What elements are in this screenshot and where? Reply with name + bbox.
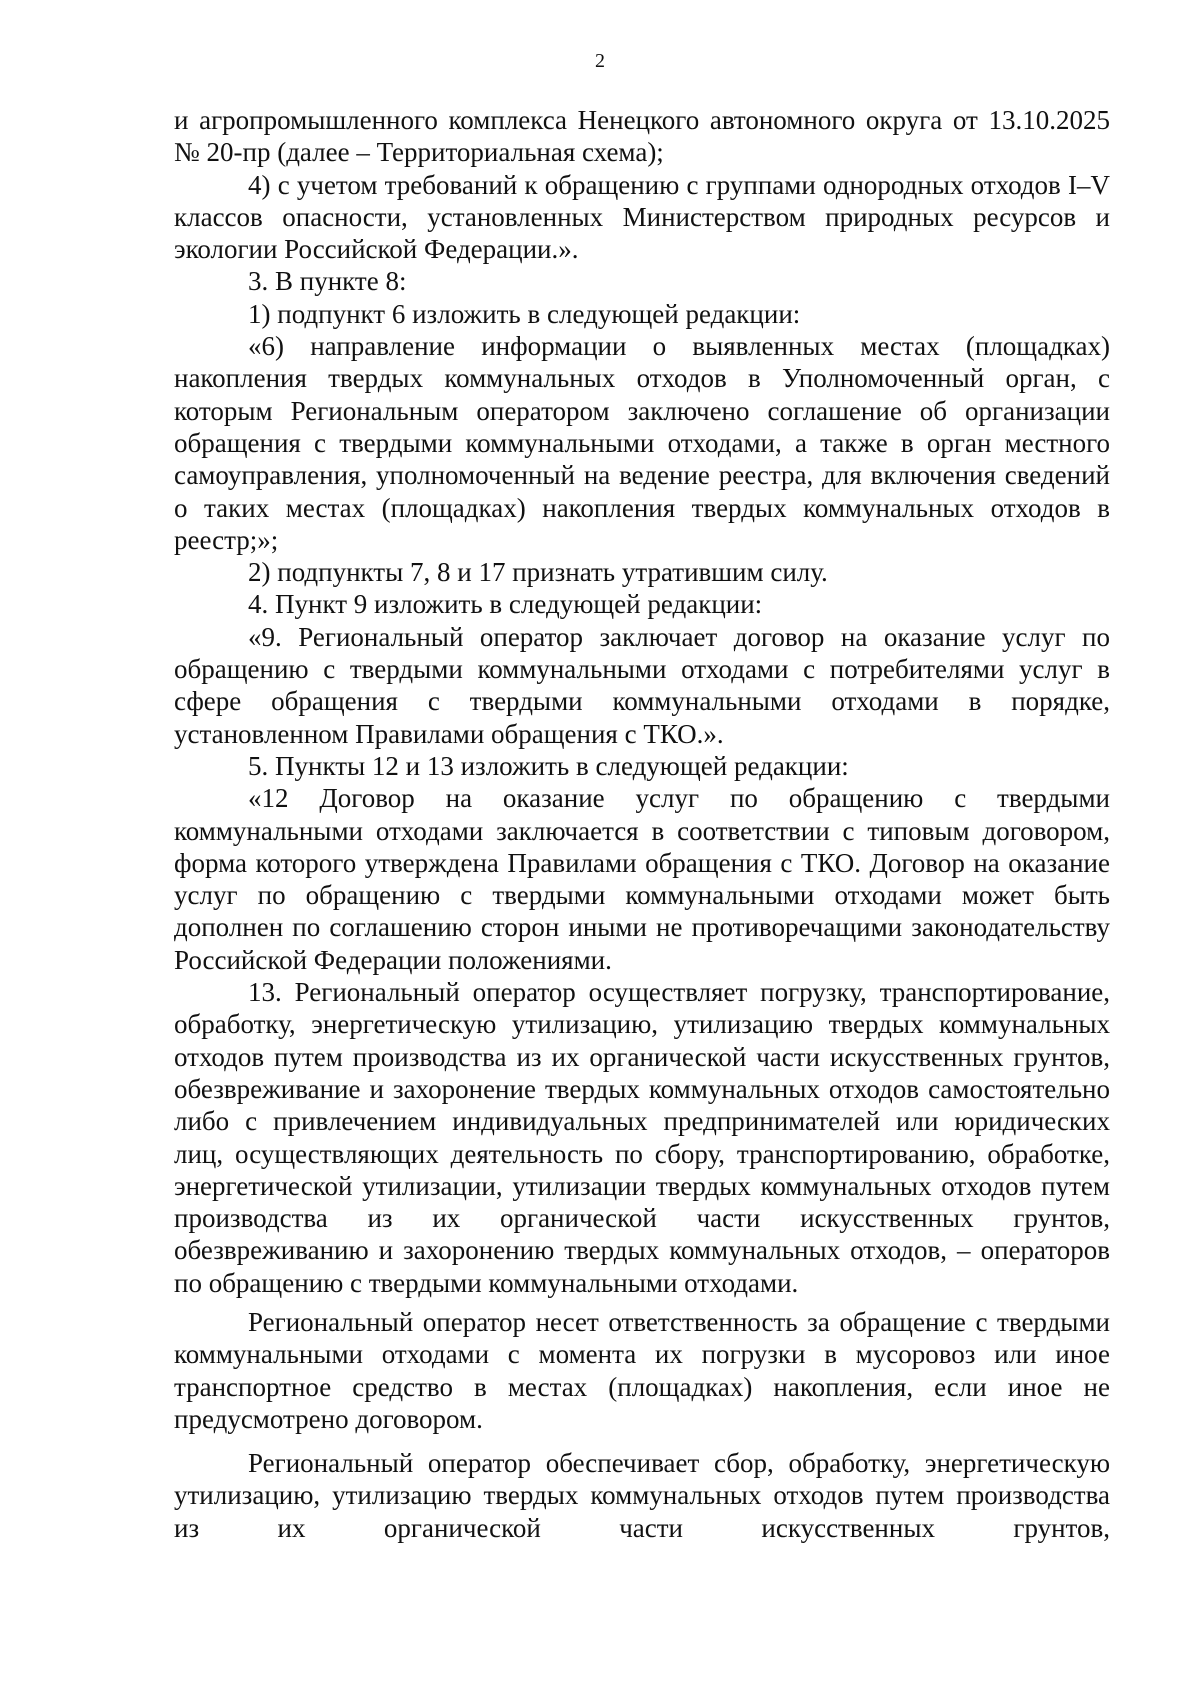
paragraph-item-4: 4) с учетом требований к обращению с группами однородных отходов I–V классов опасности, установленных Министерством природных ресурсов и экологии Российской Федерации.».: [174, 169, 1110, 265]
paragraph-subpoint-2: 2) подпункты 7, 8 и 17 признать утратившим силу.: [248, 557, 828, 588]
paragraph-quote-12: «12 Договор на оказание услуг по обращению с твердыми коммунальными отходами заключается в соответствии с типовым договором, форма которого утверждена Правилами обращения с ТКО. Договор на оказание услуг по обращению с твердыми коммунальными отходами может быть дополнен по соглашению сторон иными не противоречащими законодательству Российской Федерации положениями.: [174, 783, 1110, 975]
paragraph-continuation: и агропромышленного комплекса Ненецкого автономного округа от 13.10.2025 № 20-пр (далее – Территориальная схема);: [174, 105, 1110, 168]
paragraph-point-4: 4. Пункт 9 изложить в следующей редакции:: [248, 589, 763, 620]
paragraph-point-5: 5. Пункты 12 и 13 изложить в следующей редакции:: [248, 750, 849, 781]
paragraph-13: 13. Региональный оператор осуществляет погрузку, транспортирование, обработку, энергетическую утилизацию, утилизацию твердых коммунальных отходов путем производства из их органической части искусственных грунтов, обезвреживание и захоронение твердых коммунальных отходов самостоятельно либо с привлечением индивидуальных предпринимателей или юридических лиц, осуществляющих деятельность по сбору, транспортированию, обработке, энергетической утилизации, утилизации твердых коммунальных отходов путем производства из их органической части искусственных грунтов, обезвреживанию и захоронению твердых коммунальных отходов, – операторов по обращению с твердыми коммунальными отходами.: [174, 977, 1110, 1298]
paragraph-subpoint-1: 1) подпункт 6 изложить в следующей редакции:: [248, 298, 801, 329]
document-body: [174, 104, 1110, 1544]
paragraph-provides: Региональный оператор обеспечивает сбор, обработку, энергетическую утилизацию, утилизацию твердых коммунальных отходов путем производства из их органической части искусственных грунтов,: [174, 1448, 1110, 1543]
paragraph-responsibility: Региональный оператор несет ответственность за обращение с твердыми коммунальными отходами с момента их погрузки в мусоровоз или иное транспортное средство в местах (площадках) накопления, если иное не предусмотрено договором.: [174, 1306, 1110, 1434]
paragraph-quote-9: «9. Региональный оператор заключает договор на оказание услуг по обращению с твердыми коммунальными отходами с потребителями услуг в сфере обращения с твердыми коммунальными отходами в порядке, установленном Правилами обращения с ТКО.».: [174, 621, 1110, 749]
paragraph-quote-6: «6) направление информации о выявленных местах (площадках) накопления твердых коммунальных отходов в Уполномоченный орган, с которым Региональным оператором заключено соглашение об организации обращения с твердыми коммунальными отходами, а также в орган местного самоуправления, уполномоченный на ведение реестра, для включения сведений о таких местах (площадках) накопления твердых коммунальных отходов в реестр;»;: [174, 331, 1110, 555]
paragraph-point-3: 3. В пункте 8:: [248, 266, 407, 297]
page-number: 2: [595, 50, 605, 72]
